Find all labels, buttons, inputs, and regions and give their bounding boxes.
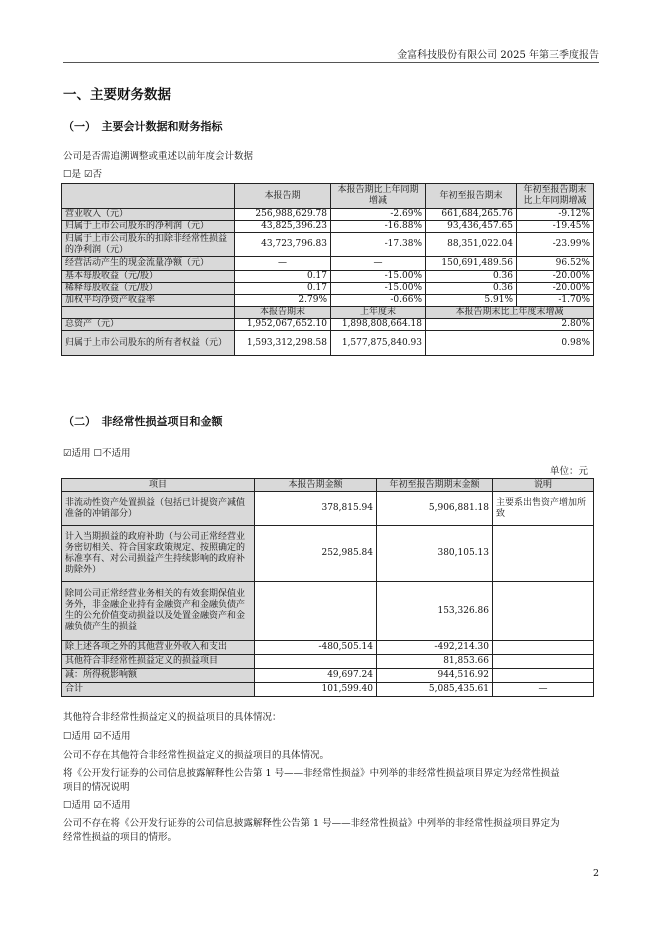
cell-value: -20.00%	[517, 271, 594, 283]
cell-value: 5,906,881.18	[377, 492, 493, 526]
row-label: 除同公司正常经营业务相关的有效套期保值业务外，非金融企业持有金融资产和金融负债产生的公允价值变动损益以及处置金融资产和金融负债产生的损益	[62, 582, 255, 641]
table-row	[62, 221, 594, 233]
cell-value: 1,593,312,298.58	[235, 331, 331, 356]
cell-value	[255, 655, 377, 669]
cell-note: 主要系出售资产增加所致	[493, 492, 594, 526]
header-cell: 本报告期比上年同期增减	[331, 184, 426, 209]
header-cell: 年初至报告期末比上年同期增减	[517, 184, 594, 209]
header-divider	[63, 62, 599, 63]
other-items-options: ☐适用 ☑不适用	[63, 731, 131, 742]
cell-value: 150,691,489.56	[426, 257, 517, 271]
row-label: 除上述各项之外的其他营业外收入和支出	[62, 641, 255, 655]
header-cell: 年初至报告期期末金额	[377, 479, 493, 492]
other-items-title: 其他符合非经常性损益定义的损益项目的具体情况：	[63, 712, 282, 723]
cell-value: 43,825,396.23	[235, 221, 331, 233]
cell-value: -20.00%	[517, 283, 594, 295]
restate-options: ☐是 ☑否	[63, 169, 103, 180]
header-cell: 本报告期末	[235, 307, 331, 319]
table-row	[62, 655, 594, 669]
cell-value: 256,988,629.78	[235, 209, 331, 221]
table-row	[62, 283, 594, 295]
cell-value: 0.98%	[426, 331, 594, 356]
table-row	[62, 582, 594, 641]
final-line-2: 经常性损益的项目的情形。	[63, 832, 178, 843]
subsection-title-1: （一） 主要会计数据和财务指标	[63, 120, 223, 133]
row-label: 归属于上市公司股东的所有者权益（元）	[62, 331, 235, 356]
cell-value: 0.17	[235, 283, 331, 295]
cell-value: -2.69%	[331, 209, 426, 221]
cell-value: -0.66%	[331, 295, 426, 307]
cell-value: 0.36	[426, 283, 517, 295]
header-cell: 本报告期金额	[255, 479, 377, 492]
row-label: 非流动性资产处置损益（包括已计提资产减值准备的冲销部分）	[62, 492, 255, 526]
row-label: 合计	[62, 683, 255, 697]
table-row	[62, 271, 594, 283]
cell-value: -492,214.30	[377, 641, 493, 655]
table-row	[62, 295, 594, 307]
unit-label: 单位：元	[549, 466, 588, 477]
explanation-options: ☐适用 ☑不适用	[63, 800, 131, 811]
cell-value: 380,105.13	[377, 526, 493, 582]
table-row	[62, 683, 594, 697]
cell-value: 1,898,808,664.18	[331, 319, 426, 331]
cell-value: 5.91%	[426, 295, 517, 307]
cell-value: 49,697.24	[255, 669, 377, 683]
cell-note	[493, 582, 594, 641]
cell-value: 252,985.84	[255, 526, 377, 582]
row-label: 总资产（元）	[62, 319, 235, 331]
table-row	[62, 319, 594, 331]
cell-value: —	[235, 257, 331, 271]
cell-value: 378,815.94	[255, 492, 377, 526]
cell-value: 88,351,022.04	[426, 233, 517, 257]
row-label: 经营活动产生的现金流量净额（元）	[62, 257, 235, 271]
final-line-1: 公司不存在将《公开发行证券的公司信息披露解释性公告第 1 号——非经常性损益》中列举的非经常性损益项目界定为	[63, 818, 560, 829]
subsection-title-2: （二） 非经常性损益项目和金额	[63, 415, 223, 428]
cell-note	[493, 669, 594, 683]
row-label: 加权平均净资产收益率	[62, 295, 235, 307]
table-row	[62, 331, 594, 356]
cell-value: 101,599.40	[255, 683, 377, 697]
row-label: 稀释每股收益（元/股）	[62, 283, 235, 295]
cell-note	[493, 655, 594, 669]
header-cell	[62, 307, 235, 319]
explanation-line-2: 项目的情况说明	[63, 782, 130, 793]
cell-value: -1.70%	[517, 295, 594, 307]
cell-value: -15.00%	[331, 271, 426, 283]
cell-note	[493, 641, 594, 655]
cell-value: 944,516.92	[377, 669, 493, 683]
cell-value: 0.17	[235, 271, 331, 283]
cell-value: -15.00%	[331, 283, 426, 295]
cell-value: -23.99%	[517, 233, 594, 257]
row-label: 归属于上市公司股东的净利润（元）	[62, 221, 235, 233]
header-cell: 项目	[62, 479, 255, 492]
table-row	[62, 209, 594, 221]
restate-question: 公司是否需追溯调整或重述以前年度会计数据	[63, 151, 254, 162]
cell-value: 93,436,457.65	[426, 221, 517, 233]
header-cell: 说明	[493, 479, 594, 492]
cell-value: 0.36	[426, 271, 517, 283]
explanation-line-1: 将《公开发行证券的公司信息披露解释性公告第 1 号——非经常性损益》中列举的非经常性损益项目界定为经常性损益	[63, 768, 560, 779]
report-header: 金富科技股份有限公司 2025 年第三季度报告	[397, 50, 599, 61]
cell-value: 96.52%	[517, 257, 594, 271]
cell-value: -9.12%	[517, 209, 594, 221]
row-label: 基本每股收益（元/股）	[62, 271, 235, 283]
cell-value: -19.45%	[517, 221, 594, 233]
cell-value: 81,853.66	[377, 655, 493, 669]
header-cell: 本报告期	[235, 184, 331, 209]
cell-value: -16.88%	[331, 221, 426, 233]
row-label: 减：所得税影响额	[62, 669, 255, 683]
page-number: 2	[593, 868, 600, 879]
table-row	[62, 233, 594, 257]
cell-value: 661,684,265.76	[426, 209, 517, 221]
nonrecurring-table	[61, 478, 594, 697]
other-items-text: 公司不存在其他符合非经常性损益定义的损益项目的具体情况。	[63, 750, 330, 761]
cell-value: -17.38%	[331, 233, 426, 257]
nonrecurring-options: ☑适用 ☐不适用	[63, 448, 131, 459]
header-cell	[62, 184, 235, 209]
table-row	[62, 669, 594, 683]
row-label: 营业收入（元）	[62, 209, 235, 221]
table-row	[62, 641, 594, 655]
table-row	[62, 257, 594, 271]
cell-value: 5,085,435.61	[377, 683, 493, 697]
row-label: 其他符合非经常性损益定义的损益项目	[62, 655, 255, 669]
section-title: 一、主要财务数据	[63, 87, 171, 103]
cell-value: 1,577,875,840.93	[331, 331, 426, 356]
cell-value: 43,723,796.83	[235, 233, 331, 257]
table-row	[62, 492, 594, 526]
header-cell: 上年度末	[331, 307, 426, 319]
row-label: 计入当期损益的政府补助（与公司正常经营业务密切相关、符合国家政策规定、按照确定的标准享有、对公司损益产生持续影响的政府补助除外）	[62, 526, 255, 582]
cell-value: -480,505.14	[255, 641, 377, 655]
cell-value	[255, 582, 377, 641]
cell-value: 1,952,067,652.10	[235, 319, 331, 331]
cell-note	[493, 526, 594, 582]
cell-note: —	[493, 683, 594, 697]
cell-value: 2.80%	[426, 319, 594, 331]
header-cell: 年初至报告期末	[426, 184, 517, 209]
cell-value: 2.79%	[235, 295, 331, 307]
key-financial-table	[61, 183, 594, 356]
table-row	[62, 526, 594, 582]
cell-value: —	[331, 257, 426, 271]
row-label: 归属于上市公司股东的扣除非经常性损益的净利润（元）	[62, 233, 235, 257]
cell-value: 153,326.86	[377, 582, 493, 641]
header-cell: 本报告期末比上年度末增减	[426, 307, 594, 319]
